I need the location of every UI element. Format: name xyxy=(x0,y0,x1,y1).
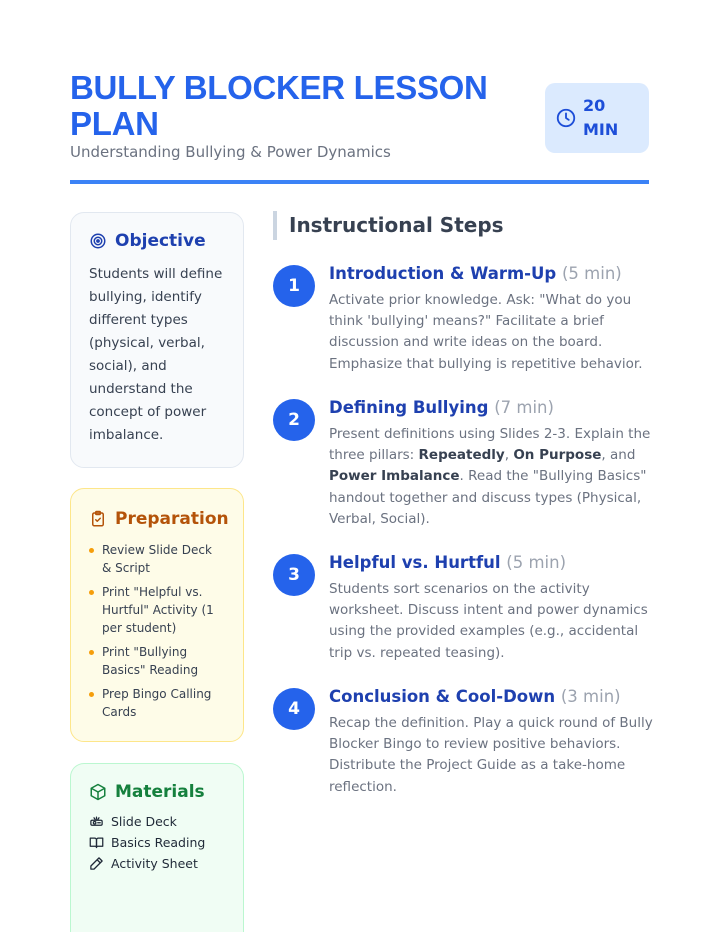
page-subtitle: Understanding Bullying & Power Dynamics xyxy=(70,143,391,161)
material-label: Activity Sheet xyxy=(111,856,198,871)
cube-icon xyxy=(89,783,107,801)
list-item: Print "Bullying Basics" Reading xyxy=(89,643,225,679)
step-description: Activate prior knowledge. Ask: "What do you think 'bullying' means?" Facilitate a brief discussion and write ideas on the board. Emphasize that bullying is repetitive behavior. xyxy=(329,292,643,372)
step-time: (7 min) xyxy=(494,398,554,417)
list-item xyxy=(89,835,225,850)
step-number: 4 xyxy=(273,688,315,730)
header-divider xyxy=(70,180,649,184)
step-number: 3 xyxy=(273,554,315,596)
step-description: Students sort scenarios on the activity worksheet. Discuss intent and power dynamics using the provided examples (e.g., accidental trip vs. repeated teasing). xyxy=(329,581,648,661)
clipboard-icon xyxy=(89,510,107,528)
projector-icon xyxy=(89,814,104,829)
list-item: Print "Helpful vs. Hurtful" Activity (1 per student) xyxy=(89,583,225,637)
clock-icon xyxy=(555,107,577,129)
step-number: 1 xyxy=(273,265,315,307)
step-description: Recap the definition. Play a quick round of Bully Blocker Bingo to review positive behaviors. Distribute the Project Guide as a take-home reflection. xyxy=(329,715,653,795)
step-title: Defining Bullying xyxy=(329,398,489,417)
step-title: Helpful vs. Hurtful xyxy=(329,553,501,572)
step-description: Present definitions using Slides 2-3. Explain the three pillars: Repeatedly, On Purpose, and Power Imbalance. Read the "Bullying Basics" handout together and discuss types (Physical, Verbal, Social). xyxy=(329,426,651,527)
list-item xyxy=(89,814,225,829)
objective-card xyxy=(70,212,244,468)
target-icon xyxy=(89,232,107,250)
step-number: 2 xyxy=(273,399,315,441)
materials-card xyxy=(70,763,244,932)
list-item: Review Slide Deck & Script xyxy=(89,541,225,577)
list-item: Prep Bingo Calling Cards xyxy=(89,685,225,721)
book-icon xyxy=(89,835,104,850)
objective-title: Objective xyxy=(115,231,206,251)
step-time: (5 min) xyxy=(506,553,567,572)
steps-heading: Instructional Steps xyxy=(273,211,504,240)
step-time: (5 min) xyxy=(561,264,622,283)
objective-text: Students will define bullying, identify different types (physical, verbal, social), and understand the concept of power imbalance. xyxy=(89,266,223,443)
duration-badge xyxy=(545,83,649,153)
preparation-list xyxy=(89,541,225,721)
preparation-title: Preparation xyxy=(115,509,229,529)
material-label: Slide Deck xyxy=(111,814,177,829)
step-title: Introduction & Warm-Up xyxy=(329,264,557,283)
material-label: Basics Reading xyxy=(111,835,206,850)
duration-label: 20 MIN xyxy=(583,96,619,139)
pencil-icon xyxy=(89,856,104,871)
step-title: Conclusion & Cool-Down xyxy=(329,687,556,706)
list-item xyxy=(89,856,225,871)
materials-title: Materials xyxy=(115,782,205,802)
step-time: (3 min) xyxy=(560,687,621,706)
page-title: BULLY BLOCKER LESSON PLAN xyxy=(70,69,488,142)
preparation-card xyxy=(70,488,244,742)
